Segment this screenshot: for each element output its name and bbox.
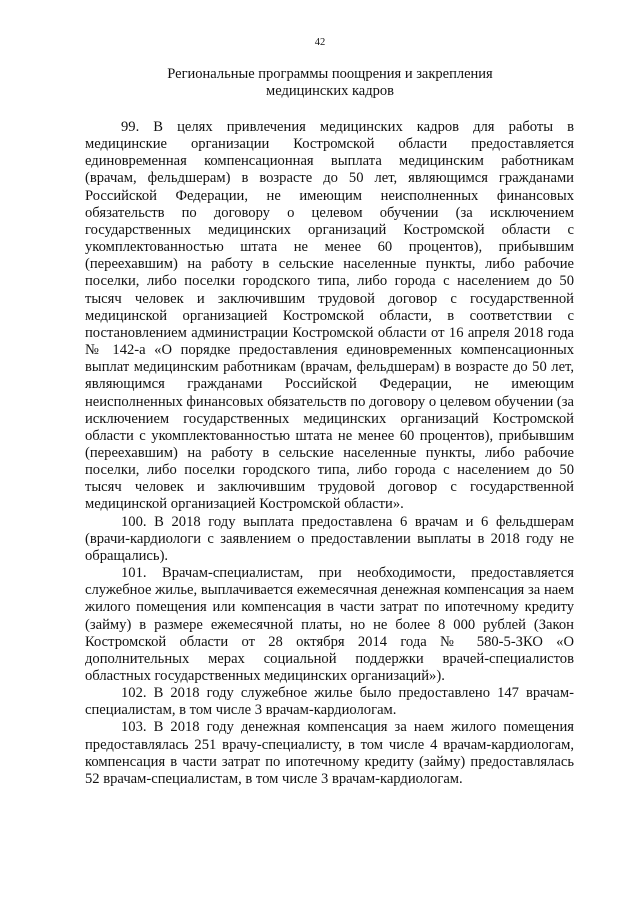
section-heading (80, 66, 580, 100)
paragraph-102: 102. В 2018 году служебное жилье было предоставлено 147 врачам-специалистам, в том числе 3 врачам-кардиологам. (85, 685, 574, 719)
section-heading-line-1: Региональные программы поощрения и закрепления (167, 66, 493, 82)
section-heading-line-2: медицинских кадров (266, 83, 394, 99)
paragraph-103: 103. В 2018 году денежная компенсация за наем жилого помещения предоставлялась 251 врачу-специалисту, в том числе 4 врачам-кардиологам, компенсация в части затрат по ипотечному кредиту (займу) предоставлялась 52 врачам-специалистам, в том числе 3 врачам-кардиологам. (85, 719, 574, 787)
paragraph-100: 100. В 2018 году выплата предоставлена 6 врачам и 6 фельдшерам (врачи-кардиологи с заявлением о предоставлении выплаты в 2018 году не обращались). (85, 513, 574, 564)
page-number: 42 (314, 37, 326, 48)
document-body (85, 119, 574, 788)
paragraph-99: 99. В целях привлечения медицинских кадров для работы в медицинские организации Костромской области предоставляется единовременная компенсационная выплата медицинским работникам (врачам, фельдшерам) в возрасте до 50 лет, являющимся гражданами Российской Федерации, не имеющим неисполненных финансовых обязательств по договору о целевом обучении (за исключением государственных медицинских организаций Костромской области с укомплектованностью штата не менее 60 процентов), прибывшим (переехавшим) на работу в сельские населенные пункты, либо рабочие поселки, либо поселки городского типа, либо города с населением до 50 тысяч человек и заключившим трудовой договор с государственной медицинской организацией Костромской области, в соответствии с постановлением администрации Костромской области от 16 апреля 2018 года № 142-а «О порядке предоставления единовременных компенсационных выплат медицинским работникам (врачам, фельдшерам) в возрасте до 50 лет, являющимся гражданами Российской Федерации, не имеющим неисполненных финансовых обязательств по договору о целевом обучении (за исключением государственных медицинских организаций Костромской области с укомплектованностью штата не менее 60 процентов), прибывшим (переехавшим) на работу в сельские населенные пункты, либо рабочие поселки, либо поселки городского типа, либо города с населением до 50 тысяч человек и заключившим трудовой договор с государственной медицинской организацией Костромской области». (85, 119, 575, 513)
paragraph-101: 101. Врачам-специалистам, при необходимости, предоставляется служебное жилье, выплачивается ежемесячная денежная компенсация за наем жилого помещения или компенсация в части затрат по ипотечному кредиту (займу) в размере ежемесячной платы, но не более 8 000 рублей (Закон Костромской области от 28 октября 2014 года № 580-5-ЗКО «О дополнительных мерах социальной поддержки врачей-специалистов областных государственных медицинских организаций»). (85, 565, 574, 684)
